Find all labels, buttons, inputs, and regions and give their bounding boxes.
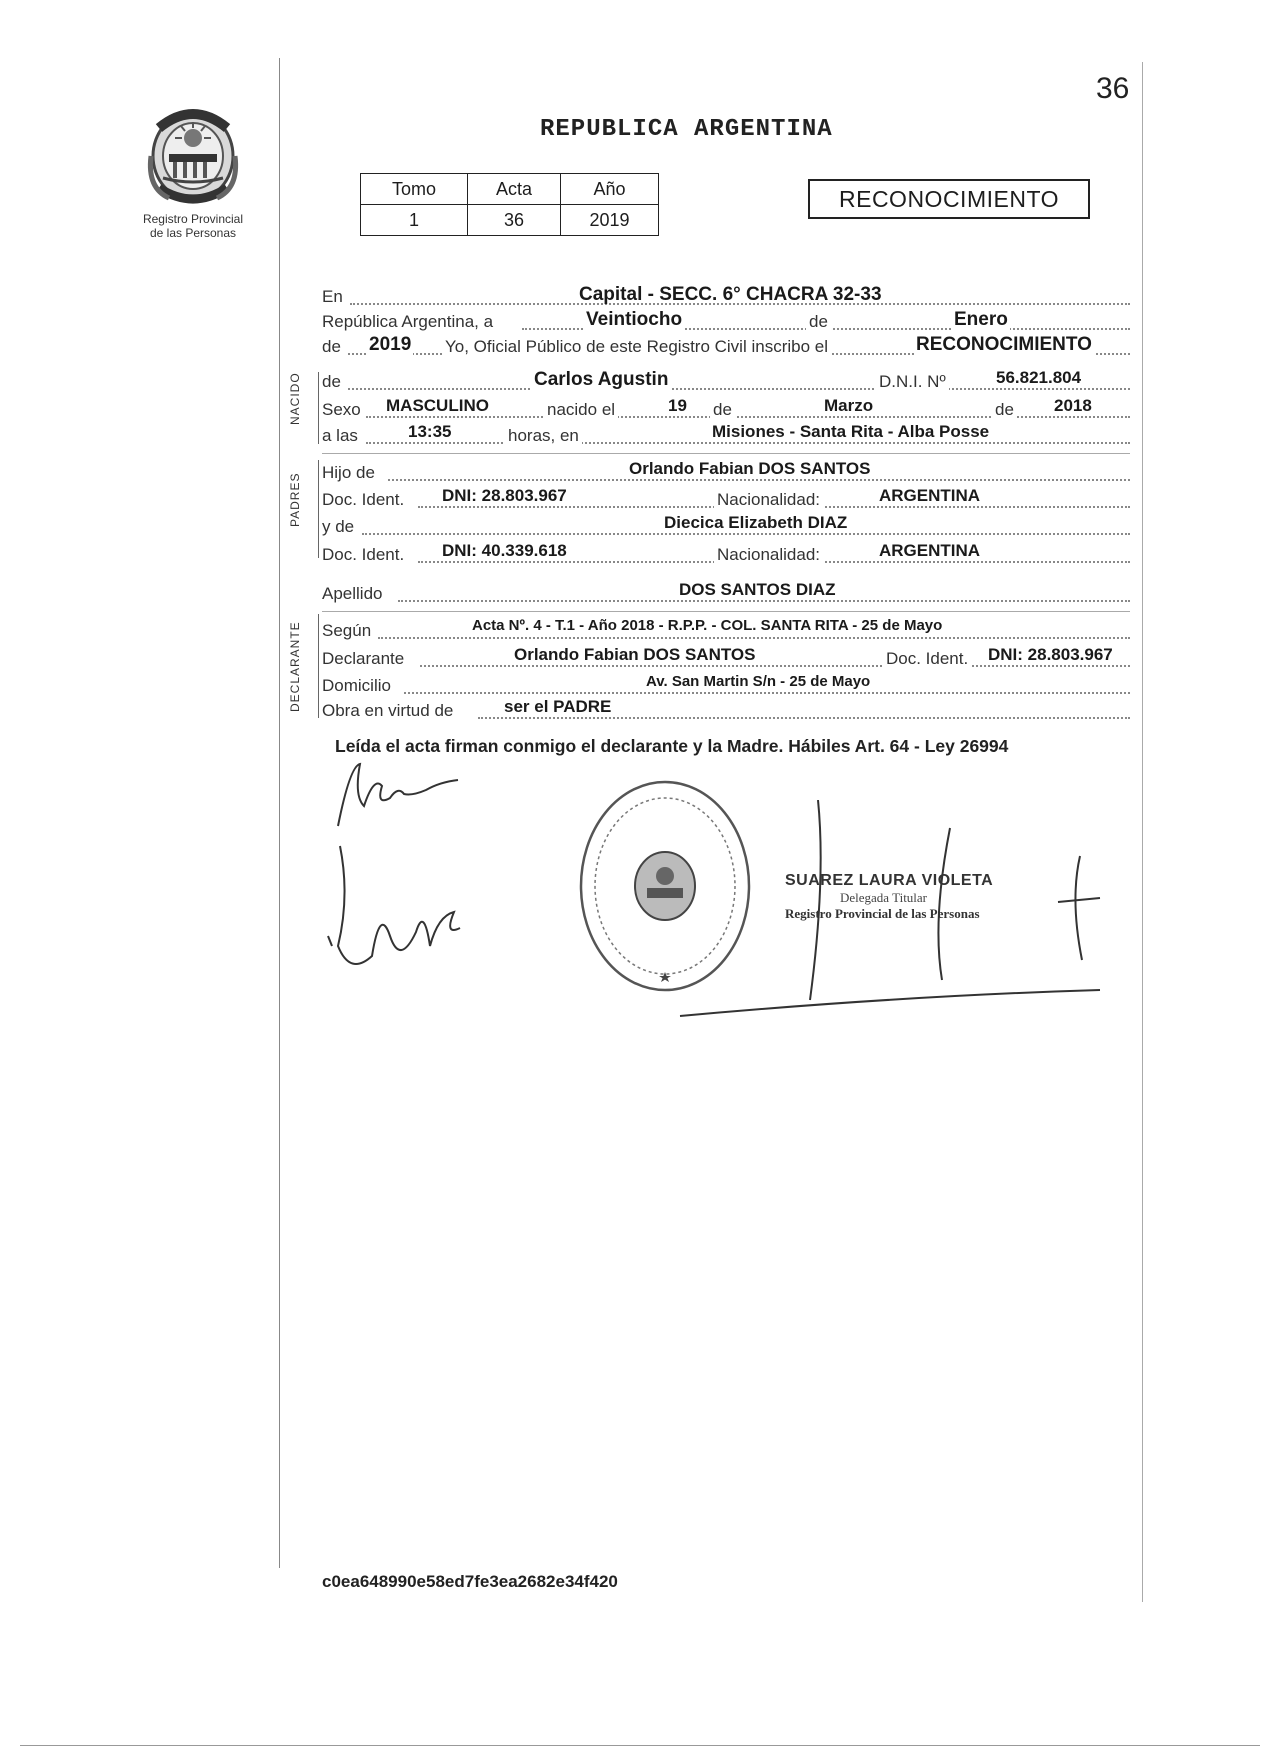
line-oficial	[322, 333, 1130, 357]
nacido-nombre: Carlos Agustin	[534, 369, 669, 390]
madre-doc: DNI: 40.339.618	[442, 541, 567, 560]
domicilio-value: Av. San Martin S/n - 25 de Mayo	[646, 673, 871, 690]
province-seal	[118, 98, 268, 240]
nacido-bracket	[318, 372, 319, 444]
page-number: 36	[1096, 72, 1130, 105]
nacido-dni: 56.821.804	[996, 368, 1082, 387]
declarante-label: Declarante	[322, 649, 405, 668]
document-hash: c0ea648990e58ed7fe3ea2682e34f420	[322, 1572, 618, 1591]
nacido-de-label-2: de	[710, 400, 735, 420]
y-de-label: y de	[322, 517, 355, 536]
line-obra	[322, 697, 1130, 721]
official-name: SUAREZ LAURA VIOLETA	[785, 872, 994, 889]
registry-table-value-row	[361, 205, 659, 236]
seal-caption-line-1: Registro Provincial	[142, 212, 244, 226]
declarante-section-label: DECLARANTE	[288, 621, 302, 712]
line-nacido-nombre	[322, 368, 1130, 392]
registry-value-tomo: 1	[361, 205, 468, 236]
en-value: Capital - SECC. 6° CHACRA 32-33	[579, 284, 882, 305]
registry-header-anio: Año	[561, 174, 659, 205]
obra-value: ser el PADRE	[504, 697, 612, 716]
line-madre-doc	[322, 541, 1130, 565]
divider-nacido-padres	[322, 453, 1130, 454]
registry-header-acta: Acta	[468, 174, 561, 205]
line-sexo	[322, 396, 1130, 420]
madre-nacionalidad: ARGENTINA	[879, 541, 981, 560]
official-organization: Registro Provincial de las Personas	[785, 906, 980, 921]
nacido-dia: 19	[668, 396, 687, 415]
left-margin-line	[279, 58, 280, 1568]
nacido-de-label-3: de	[992, 400, 1017, 420]
padre-doc: DNI: 28.803.967	[442, 486, 567, 505]
hijo-de-label: Hijo de	[322, 463, 375, 482]
line-hora	[322, 422, 1130, 446]
de-label: de	[806, 312, 831, 332]
registry-value-anio: 2019	[561, 205, 659, 236]
nacido-mes: Marzo	[824, 396, 874, 415]
oficial-text: Yo, Oficial Público de este Registro Civil inscribo el	[442, 337, 831, 357]
declarante-doc: DNI: 28.803.967	[988, 645, 1113, 664]
padre-doc-label: Doc. Ident.	[322, 490, 405, 509]
inscribo-value: RECONOCIMIENTO	[916, 334, 1092, 355]
misiones-coat-of-arms-icon	[141, 98, 245, 210]
nacido-lugar: Misiones - Santa Rita - Alba Posse	[712, 422, 990, 441]
obra-label: Obra en virtud de	[322, 701, 454, 720]
segun-value: Acta Nº. 4 - T.1 - Año 2018 - R.P.P. - COL. SANTA RITA - 25 de Mayo	[472, 617, 943, 634]
nacido-de-label: de	[322, 372, 341, 391]
declarante-doc-label: Doc. Ident.	[883, 649, 971, 669]
registry-header-tomo: Tomo	[361, 174, 468, 205]
declarant-signature-top	[330, 756, 470, 836]
dia-value: Veintiocho	[586, 309, 683, 330]
nacido-hora: 13:35	[408, 422, 452, 441]
line-declarante	[322, 645, 1130, 669]
dni-label: D.N.I. Nº	[876, 372, 949, 392]
line-en	[322, 283, 1130, 307]
padres-section-label: PADRES	[288, 472, 302, 527]
segun-label: Según	[322, 621, 372, 640]
right-margin-line	[1142, 62, 1143, 1602]
madre-nac-label: Nacionalidad:	[714, 545, 823, 565]
line-apellido	[322, 580, 1130, 604]
domicilio-label: Domicilio	[322, 676, 391, 695]
nacido-section-label: NACIDO	[288, 372, 302, 425]
closing-statement: Leída el acta firman conmigo el declarante y la Madre. Hábiles Art. 64 - Ley 26994	[335, 736, 1009, 756]
anio-value: 2019	[369, 334, 412, 355]
padre-nombre: Orlando Fabian DOS SANTOS	[629, 459, 871, 478]
document-title: REPUBLICA ARGENTINA	[540, 116, 833, 143]
line-hijo-de	[322, 459, 1130, 483]
a-las-label: a las	[322, 426, 358, 445]
line-domicilio	[322, 672, 1130, 696]
declarante-nombre: Orlando Fabian DOS SANTOS	[514, 645, 756, 664]
line-republica	[322, 308, 1130, 332]
declarante-bracket	[318, 614, 319, 718]
official-stamp-text	[785, 872, 1045, 922]
en-label: En	[322, 287, 343, 306]
mes-value: Enero	[954, 309, 1008, 330]
madre-doc-label: Doc. Ident.	[322, 545, 405, 564]
de2-label: de	[322, 337, 341, 356]
line-padre-doc	[322, 486, 1130, 510]
nacido-el-label: nacido el	[544, 400, 618, 420]
sexo-label: Sexo	[322, 400, 361, 419]
official-role: Delegada Titular	[840, 890, 928, 905]
padre-nacionalidad: ARGENTINA	[879, 486, 981, 505]
registry-table	[360, 173, 659, 236]
declarant-signature-bottom	[320, 836, 480, 986]
seal-caption-line-2: de las Personas	[149, 226, 237, 240]
nacido-anio: 2018	[1054, 396, 1092, 415]
horas-en-label: horas, en	[505, 426, 582, 446]
padres-bracket	[318, 460, 319, 558]
line-segun	[322, 617, 1130, 641]
line-y-de	[322, 513, 1130, 537]
apellido-label: Apellido	[322, 584, 383, 603]
madre-nombre: Diecica Elizabeth DIAZ	[664, 513, 848, 532]
sexo-value: MASCULINO	[386, 396, 489, 415]
padre-nac-label: Nacionalidad:	[714, 490, 823, 510]
republica-label: República Argentina, a	[322, 312, 494, 331]
divider-apellido-declarante	[322, 611, 1130, 612]
registry-table-header-row	[361, 174, 659, 205]
record-type-box: RECONOCIMIENTO	[808, 179, 1090, 219]
bottom-edge-line	[20, 1745, 1260, 1746]
registry-value-acta: 36	[468, 205, 561, 236]
apellido-value: DOS SANTOS DIAZ	[679, 580, 836, 599]
